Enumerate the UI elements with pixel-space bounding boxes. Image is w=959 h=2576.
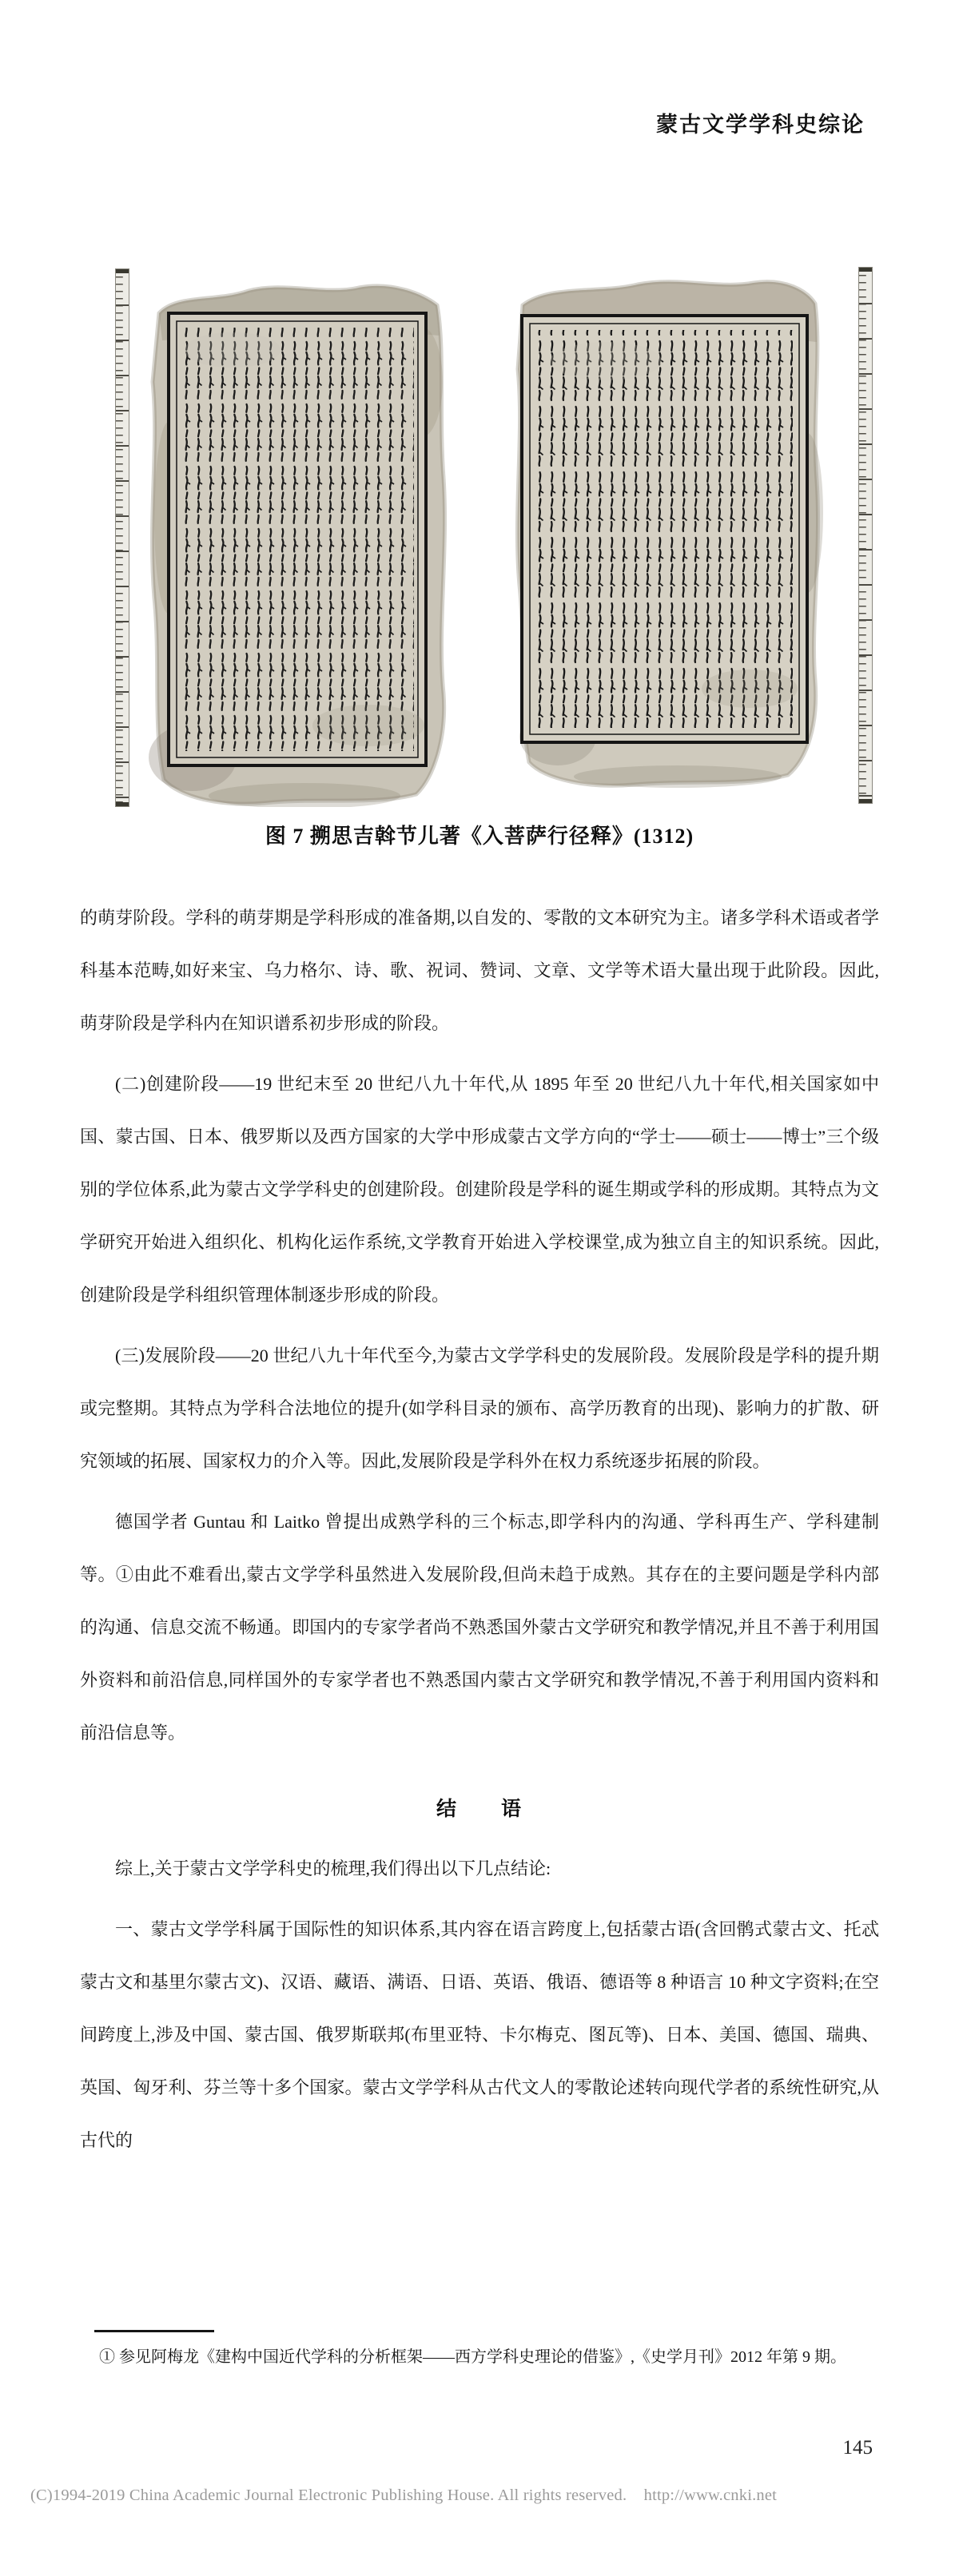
paragraph-continuation: 的萌芽阶段。学科的萌芽期是学科形成的准备期,以自发的、零散的文本研究为主。诸多学科术语或者学科基本范畴,如好来宝、乌力格尔、诗、歌、祝词、赞词、文章、文学等术语大量出现于此阶段。因此,萌芽阶段是学科内在知识谱系初步形成的阶段。 (80, 908, 879, 1033)
manuscript-page-image (145, 278, 452, 807)
paragraph-guntau-laitko: 德国学者 Guntau 和 Laitko 曾提出成熟学科的三个标志,即学科内的沟通、学科再生产、学科建制等。①由此不难看出,蒙古文学学科虽然进入发展阶段,但尚未趋于成熟。其存在的主要问题是学科内部的沟通、信息交流不畅通。即国内的专家学者尚不熟悉国外蒙古文学研究和教学情况,并且不善于利用国外资料和前沿信息,同样国外的专家学者也不熟悉国内蒙古文学研究和教学情况,不善于利用国内资料和前沿信息等。 (80, 1512, 879, 1743)
paragraph-conclusion-1: 一、蒙古文学学科属于国际性的知识体系,其内容在语言跨度上,包括蒙古语(含回鹘式蒙古文、托忒蒙古文和基里尔蒙古文)、汉语、藏语、满语、日语、英语、俄语、德语等 8 种语言 10 种文字资料;在空间跨度上,涉及中国、蒙古国、俄罗斯联邦(布里亚特、卡尔梅克、图瓦等)、日本、美国、德国、瑞典、英国、匈牙利、芬兰等十多个国家。蒙古文学学科从古代文人的零散论述转向现代学者的系统性研究,从古代的 (80, 1919, 879, 2150)
article-body (80, 892, 879, 2175)
manuscript-photo-left (145, 278, 452, 811)
paragraph-stage-2: (二)创建阶段——19 世纪末至 20 世纪八九十年代,从 1895 年至 20 世纪八九十年代,相关国家如中国、蒙古国、日本、俄罗斯以及西方国家的大学中形成蒙古文学方向的“学士——硕士——博士”三个级别的学位体系,此为蒙古文学学科史的创建阶段。创建阶段是学科的诞生期或学科的形成期。其特点为文学研究开始进入组织化、机构化运作系统,文学教育开始进入学校课堂,成为独立自主的知识系统。因此,创建阶段是学科组织管理体制逐步形成的阶段。 (80, 1074, 879, 1305)
ruler-right (858, 267, 873, 804)
copyright-footer: (C)1994-2019 China Academic Journal Electronic Publishing House. All rights reserved. http://www.cnki.net (30, 2487, 778, 2504)
ruler-left (115, 268, 129, 807)
footnote-text: ① 参见阿梅龙《建构中国近代学科的分析框架——西方学科史理论的借鉴》,《史学月刊》2012 年第 9 期。 (99, 2348, 846, 2366)
figure-caption: 图 7 搠思吉斡节儿著《入菩萨行径释》(1312) (265, 825, 694, 848)
footnote-block (80, 2330, 879, 2369)
running-head-title: 蒙古文学学科史综论 (656, 113, 865, 137)
paragraph-summary-lead: 综上,关于蒙古文学学科史的梳理,我们得出以下几点结论: (115, 1858, 551, 1878)
section-heading-conclusion: 结 语 (436, 1799, 523, 1820)
manuscript-page-image (510, 273, 826, 789)
paragraph-stage-3: (三)发展阶段——20 世纪八九十年代至今,为蒙古文学学科史的发展阶段。发展阶段是学科的提升期或完整期。其特点为学科合法地位的提升(如学科目录的颁布、高学历教育的出现)、影响力的扩散、研究领域的拓展、国家权力的介入等。因此,发展阶段是学科外在权力系统逐步拓展的阶段。 (80, 1346, 879, 1471)
figure-7 (0, 264, 959, 823)
manuscript-photo-right (510, 273, 826, 793)
page-number: 145 (842, 2437, 873, 2459)
footnote-divider (94, 2330, 214, 2332)
